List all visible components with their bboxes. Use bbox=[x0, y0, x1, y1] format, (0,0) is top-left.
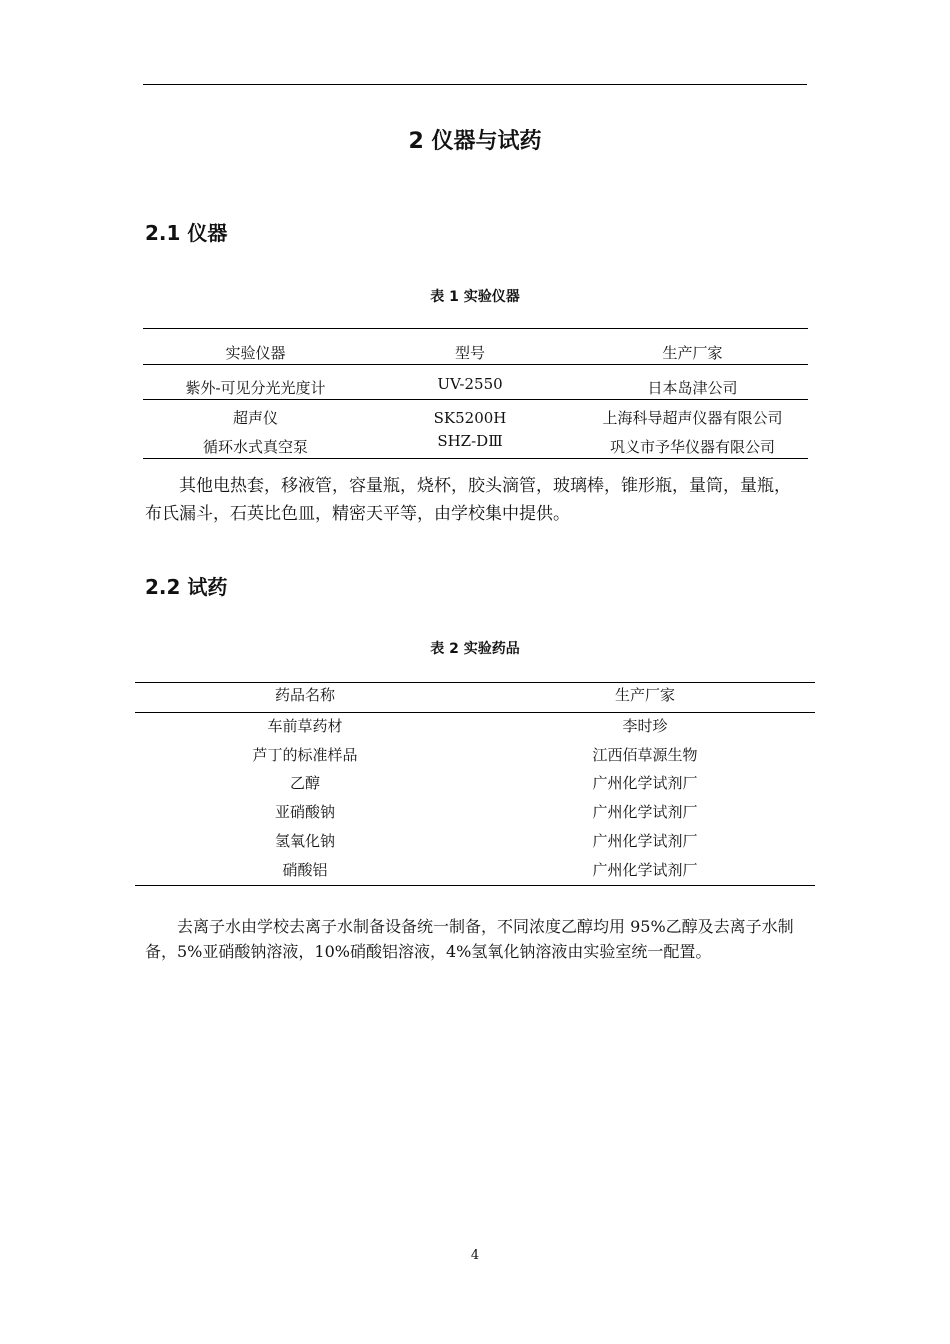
table-cell: 上海科导超声仪器有限公司 bbox=[602, 409, 783, 427]
table1-row-rule bbox=[143, 399, 808, 400]
table-cell: 循环水式真空泵 bbox=[202, 438, 308, 456]
table-cell: UV-2550 bbox=[437, 375, 503, 393]
table-cell: 车前草药材 bbox=[267, 717, 343, 735]
table-cell: 广州化学试剂厂 bbox=[592, 861, 698, 879]
table-cell: 日本岛津公司 bbox=[647, 379, 738, 397]
table-cell: 李时珍 bbox=[622, 717, 668, 735]
table1-header-instrument: 实验仪器 bbox=[225, 344, 286, 362]
instruments-paragraph: 其他电热套，移液管，容量瓶，烧杯，胶头滴管，玻璃棒，锥形瓶，量筒，量瓶，布氏漏斗，石英比色皿，精密天平等，由学校集中提供。 bbox=[145, 476, 791, 524]
chapter-title: 2 仪器与试药 bbox=[408, 129, 542, 154]
table-cell: 江西佰草源生物 bbox=[592, 746, 698, 764]
header-rule bbox=[143, 84, 807, 85]
table2-bottom-rule bbox=[135, 885, 815, 886]
table-cell: 乙醇 bbox=[289, 774, 320, 792]
table-cell: 亚硝酸钠 bbox=[274, 803, 335, 821]
reagents-paragraph: 去离子水由学校去离子水制备设备统一制备，不同浓度乙醇均用 95%乙醇及去离子水制备，5%亚硝酸钠溶液，10%硝酸铝溶液，4%氢氧化钠溶液由实验室统一配置。 bbox=[145, 917, 794, 961]
table-cell: SK5200H bbox=[433, 409, 507, 427]
table-cell: 紫外-可见分光光度计 bbox=[185, 379, 326, 397]
table1-header-model: 型号 bbox=[454, 344, 485, 362]
table2-caption: 表 2 实验药品 bbox=[430, 641, 520, 657]
table1-top-rule bbox=[143, 328, 808, 329]
table1-caption: 表 1 实验仪器 bbox=[430, 289, 520, 305]
table2-header-reagent: 药品名称 bbox=[274, 686, 335, 704]
page-number: 4 bbox=[470, 1248, 480, 1263]
section-title-instruments: 2.1 仪器 bbox=[145, 221, 228, 245]
table-cell: 广州化学试剂厂 bbox=[592, 803, 698, 821]
section-title-reagents: 2.2 试药 bbox=[145, 575, 228, 599]
table1-bottom-rule bbox=[143, 458, 808, 459]
table-cell: 芦丁的标准样品 bbox=[252, 746, 358, 764]
table2-header-maker: 生产厂家 bbox=[614, 686, 675, 704]
table-cell: 氢氧化钠 bbox=[274, 832, 335, 850]
table1-header-maker: 生产厂家 bbox=[662, 344, 723, 362]
table2-top-rule bbox=[135, 682, 815, 683]
table-cell: SHZ-DⅢ bbox=[437, 432, 503, 450]
table-cell: 超声仪 bbox=[232, 409, 278, 427]
table-cell: 硝酸铝 bbox=[282, 861, 328, 879]
table2-header-rule bbox=[135, 712, 815, 713]
table-cell: 广州化学试剂厂 bbox=[592, 774, 698, 792]
table1-header-rule bbox=[143, 364, 808, 365]
table-cell: 巩义市予华仪器有限公司 bbox=[609, 438, 775, 456]
table-cell: 广州化学试剂厂 bbox=[592, 832, 698, 850]
